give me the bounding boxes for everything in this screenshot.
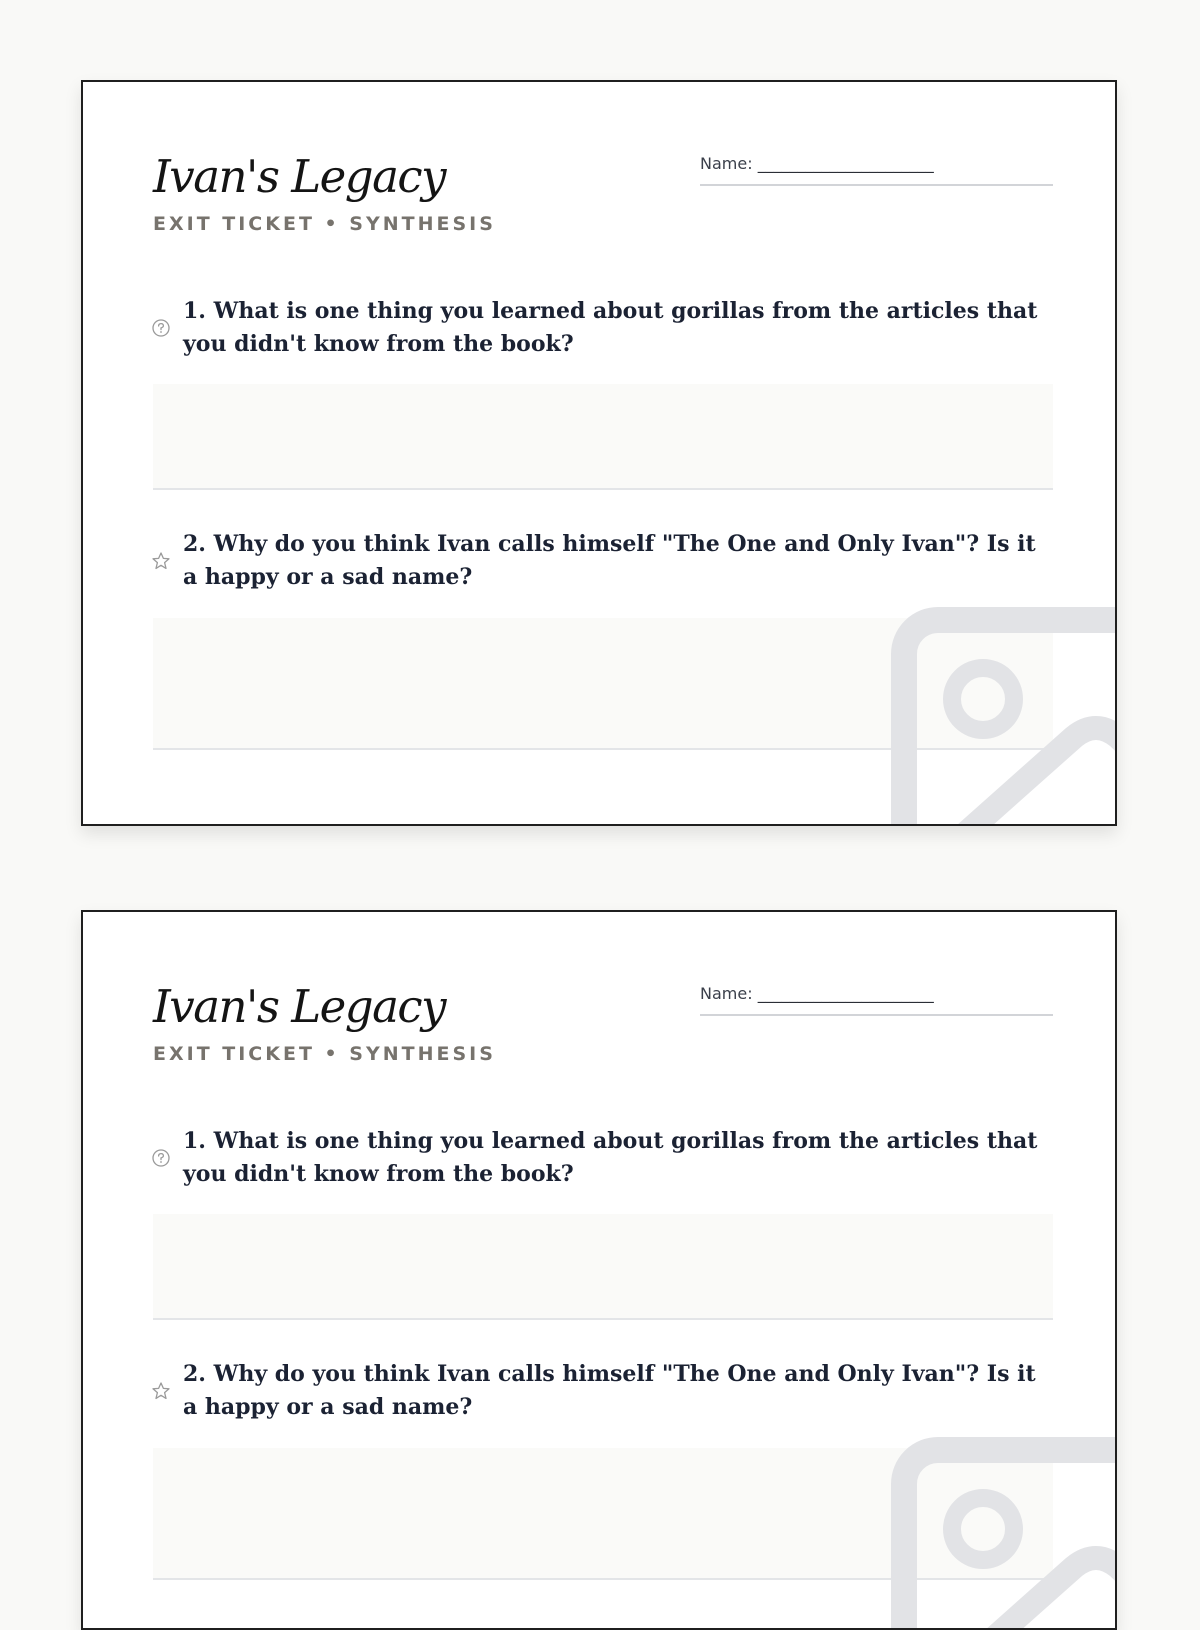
answer-box-1[interactable] — [153, 384, 1053, 490]
name-label: Name: — [700, 984, 753, 1003]
question-1-text: 1. What is one thing you learned about gorillas from the articles that you didn't know from the book? — [183, 298, 1038, 357]
question-2-text: 2. Why do you think Ivan calls himself "The One and Only Ivan"? Is it a happy or a sad name? — [183, 1361, 1036, 1420]
image-placeholder-icon — [891, 607, 1117, 826]
ticket-subtitle: EXIT TICKET • SYNTHESIS — [153, 213, 496, 235]
exit-ticket-card-1 — [81, 80, 1117, 826]
name-blank: ______________________ — [757, 984, 934, 1003]
ticket-subtitle: EXIT TICKET • SYNTHESIS — [153, 1043, 496, 1065]
star-icon — [151, 1381, 171, 1401]
star-icon — [151, 551, 171, 571]
name-label: Name: — [700, 154, 753, 173]
question-2 — [151, 1358, 1057, 1424]
exit-ticket-card-2 — [81, 910, 1117, 1630]
name-field[interactable] — [700, 154, 1053, 186]
question-1 — [151, 1125, 1057, 1191]
name-field[interactable] — [700, 984, 1053, 1016]
question-circle-icon — [151, 1148, 171, 1168]
answer-box-1[interactable] — [153, 1214, 1053, 1320]
question-circle-icon — [151, 318, 171, 338]
question-2 — [151, 528, 1057, 594]
ticket-title: Ivan's Legacy — [153, 150, 446, 203]
question-1 — [151, 295, 1057, 361]
image-placeholder-icon — [891, 1437, 1117, 1630]
ticket-title: Ivan's Legacy — [153, 980, 446, 1033]
question-1-text: 1. What is one thing you learned about gorillas from the articles that you didn't know from the book? — [183, 1128, 1038, 1187]
question-2-text: 2. Why do you think Ivan calls himself "The One and Only Ivan"? Is it a happy or a sad name? — [183, 531, 1036, 590]
name-blank: ______________________ — [757, 154, 934, 173]
